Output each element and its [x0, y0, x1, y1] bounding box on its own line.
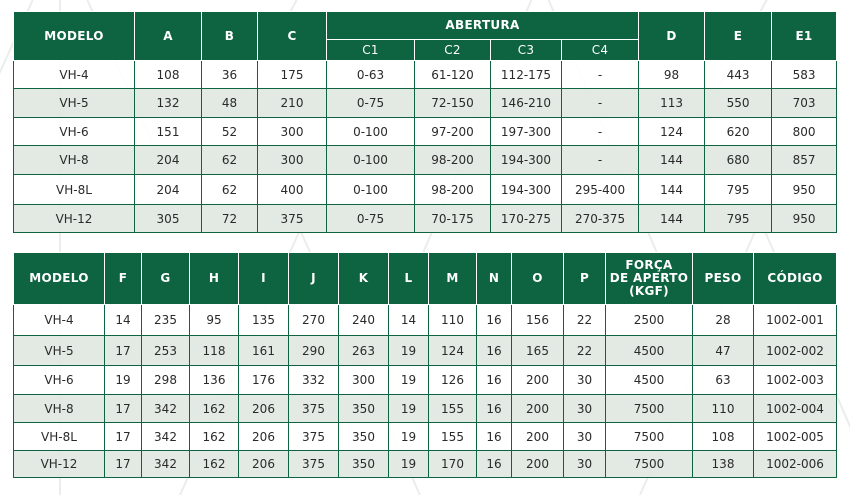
- value-cell: 47: [693, 336, 754, 366]
- value-cell: 400: [258, 175, 327, 205]
- value-cell: 443: [705, 61, 772, 89]
- table-row: [14, 89, 837, 118]
- value-cell: 298: [142, 366, 190, 395]
- model-cell: VH-4: [14, 305, 105, 336]
- dimensions-table-upper-body: [14, 61, 837, 233]
- model-cell: VH-6: [14, 366, 105, 395]
- header-c1: C1: [327, 40, 415, 61]
- value-cell: 22: [564, 336, 606, 366]
- value-cell: 62: [202, 175, 258, 205]
- value-cell: 144: [639, 175, 705, 205]
- value-cell: 97-200: [415, 118, 491, 146]
- value-cell: 342: [142, 451, 190, 478]
- value-cell: 144: [639, 146, 705, 175]
- value-cell: 1002-006: [754, 451, 837, 478]
- table-row: [14, 305, 837, 336]
- value-cell: 19: [389, 423, 429, 451]
- value-cell: 110: [429, 305, 477, 336]
- value-cell: 332: [289, 366, 339, 395]
- header-l: L: [389, 253, 429, 305]
- value-cell: 165: [512, 336, 564, 366]
- value-cell: 375: [289, 451, 339, 478]
- header-b: B: [202, 12, 258, 61]
- value-cell: 200: [512, 395, 564, 423]
- model-cell: VH-6: [14, 118, 135, 146]
- value-cell: 170: [429, 451, 477, 478]
- value-cell: -: [562, 89, 639, 118]
- model-cell: VH-12: [14, 451, 105, 478]
- value-cell: 342: [142, 423, 190, 451]
- value-cell: 98: [639, 61, 705, 89]
- value-cell: 36: [202, 61, 258, 89]
- value-cell: 19: [389, 336, 429, 366]
- value-cell: 342: [142, 395, 190, 423]
- table-row: [14, 366, 837, 395]
- value-cell: 16: [477, 395, 512, 423]
- value-cell: 703: [772, 89, 837, 118]
- value-cell: 151: [135, 118, 202, 146]
- value-cell: 132: [135, 89, 202, 118]
- value-cell: 7500: [606, 451, 693, 478]
- value-cell: 16: [477, 305, 512, 336]
- value-cell: 162: [190, 423, 239, 451]
- value-cell: 7500: [606, 395, 693, 423]
- value-cell: 253: [142, 336, 190, 366]
- value-cell: 950: [772, 205, 837, 233]
- header-h: H: [190, 253, 239, 305]
- value-cell: 14: [389, 305, 429, 336]
- value-cell: 144: [639, 205, 705, 233]
- value-cell: 204: [135, 175, 202, 205]
- value-cell: 126: [429, 366, 477, 395]
- value-cell: 155: [429, 423, 477, 451]
- header-c2: C2: [415, 40, 491, 61]
- value-cell: 375: [289, 395, 339, 423]
- value-cell: 62: [202, 146, 258, 175]
- value-cell: 162: [190, 395, 239, 423]
- model-cell: VH-5: [14, 89, 135, 118]
- header-e1: E1: [772, 12, 837, 61]
- value-cell: 52: [202, 118, 258, 146]
- value-cell: 2500: [606, 305, 693, 336]
- header-forca-line2: DE APERTO: [609, 271, 689, 285]
- value-cell: 30: [564, 395, 606, 423]
- value-cell: 206: [239, 451, 289, 478]
- value-cell: 194-300: [491, 175, 562, 205]
- header-o: O: [512, 253, 564, 305]
- value-cell: 583: [772, 61, 837, 89]
- header-abertura: ABERTURA: [327, 12, 639, 40]
- header-forca-line1: FORÇA: [625, 258, 673, 272]
- table-row: [14, 146, 837, 175]
- value-cell: 161: [239, 336, 289, 366]
- value-cell: 156: [512, 305, 564, 336]
- value-cell: 295-400: [562, 175, 639, 205]
- table-row: [14, 423, 837, 451]
- value-cell: 108: [693, 423, 754, 451]
- value-cell: 30: [564, 451, 606, 478]
- value-cell: 300: [258, 146, 327, 175]
- value-cell: 48: [202, 89, 258, 118]
- table-row: [14, 336, 837, 366]
- value-cell: 118: [190, 336, 239, 366]
- value-cell: 375: [258, 205, 327, 233]
- header-forca-de-aperto: [606, 253, 693, 305]
- model-cell: VH-5: [14, 336, 105, 366]
- value-cell: 98-200: [415, 146, 491, 175]
- value-cell: 1002-001: [754, 305, 837, 336]
- value-cell: 620: [705, 118, 772, 146]
- table-row: [14, 175, 837, 205]
- model-cell: VH-12: [14, 205, 135, 233]
- value-cell: 17: [105, 423, 142, 451]
- model-cell: VH-8L: [14, 175, 135, 205]
- value-cell: 194-300: [491, 146, 562, 175]
- value-cell: 200: [512, 366, 564, 395]
- table-row: [14, 395, 837, 423]
- model-cell: VH-8: [14, 395, 105, 423]
- value-cell: 98-200: [415, 175, 491, 205]
- value-cell: 175: [258, 61, 327, 89]
- value-cell: 1002-004: [754, 395, 837, 423]
- value-cell: 857: [772, 146, 837, 175]
- header-peso: PESO: [693, 253, 754, 305]
- header-c: C: [258, 12, 327, 61]
- value-cell: 350: [339, 395, 389, 423]
- value-cell: 113: [639, 89, 705, 118]
- value-cell: 0-63: [327, 61, 415, 89]
- value-cell: 19: [389, 395, 429, 423]
- value-cell: 795: [705, 175, 772, 205]
- header-d: D: [639, 12, 705, 61]
- value-cell: 17: [105, 395, 142, 423]
- header-m: M: [429, 253, 477, 305]
- header-f: F: [105, 253, 142, 305]
- value-cell: 7500: [606, 423, 693, 451]
- value-cell: 135: [239, 305, 289, 336]
- header-forca-line3: (KGF): [629, 284, 669, 298]
- header-k: K: [339, 253, 389, 305]
- dimensions-table-lower: [13, 252, 837, 478]
- value-cell: 1002-005: [754, 423, 837, 451]
- model-cell: VH-8L: [14, 423, 105, 451]
- value-cell: 0-100: [327, 146, 415, 175]
- dimensions-table-lower-body: [14, 305, 837, 478]
- value-cell: 124: [639, 118, 705, 146]
- header-a: A: [135, 12, 202, 61]
- value-cell: 22: [564, 305, 606, 336]
- header-n: N: [477, 253, 512, 305]
- value-cell: 19: [105, 366, 142, 395]
- value-cell: 146-210: [491, 89, 562, 118]
- value-cell: 300: [339, 366, 389, 395]
- header-e: E: [705, 12, 772, 61]
- value-cell: 138: [693, 451, 754, 478]
- header-modelo: MODELO: [14, 12, 135, 61]
- value-cell: 550: [705, 89, 772, 118]
- value-cell: 350: [339, 423, 389, 451]
- value-cell: 197-300: [491, 118, 562, 146]
- value-cell: 350: [339, 451, 389, 478]
- value-cell: 800: [772, 118, 837, 146]
- value-cell: 155: [429, 395, 477, 423]
- value-cell: 176: [239, 366, 289, 395]
- value-cell: 14: [105, 305, 142, 336]
- value-cell: 206: [239, 423, 289, 451]
- value-cell: 235: [142, 305, 190, 336]
- value-cell: 124: [429, 336, 477, 366]
- table-row: [14, 451, 837, 478]
- value-cell: 61-120: [415, 61, 491, 89]
- header-modelo: MODELO: [14, 253, 105, 305]
- model-cell: VH-8: [14, 146, 135, 175]
- value-cell: 0-75: [327, 89, 415, 118]
- value-cell: 795: [705, 205, 772, 233]
- value-cell: 0-100: [327, 118, 415, 146]
- value-cell: 28: [693, 305, 754, 336]
- value-cell: 72-150: [415, 89, 491, 118]
- value-cell: 63: [693, 366, 754, 395]
- value-cell: 162: [190, 451, 239, 478]
- value-cell: 16: [477, 423, 512, 451]
- value-cell: 112-175: [491, 61, 562, 89]
- value-cell: 30: [564, 423, 606, 451]
- value-cell: 206: [239, 395, 289, 423]
- value-cell: 305: [135, 205, 202, 233]
- header-p: P: [564, 253, 606, 305]
- value-cell: -: [562, 118, 639, 146]
- value-cell: 16: [477, 451, 512, 478]
- value-cell: 1002-003: [754, 366, 837, 395]
- value-cell: 1002-002: [754, 336, 837, 366]
- value-cell: 4500: [606, 366, 693, 395]
- value-cell: 0-75: [327, 205, 415, 233]
- value-cell: 950: [772, 175, 837, 205]
- header-c3: C3: [491, 40, 562, 61]
- value-cell: 19: [389, 366, 429, 395]
- value-cell: 0-100: [327, 175, 415, 205]
- value-cell: 270: [289, 305, 339, 336]
- value-cell: -: [562, 146, 639, 175]
- value-cell: 4500: [606, 336, 693, 366]
- dimensions-table-upper: [13, 11, 837, 233]
- value-cell: 108: [135, 61, 202, 89]
- value-cell: 204: [135, 146, 202, 175]
- value-cell: 19: [389, 451, 429, 478]
- table-row: [14, 61, 837, 89]
- value-cell: 95: [190, 305, 239, 336]
- value-cell: 210: [258, 89, 327, 118]
- value-cell: 70-175: [415, 205, 491, 233]
- value-cell: 300: [258, 118, 327, 146]
- value-cell: 270-375: [562, 205, 639, 233]
- value-cell: 136: [190, 366, 239, 395]
- value-cell: 16: [477, 366, 512, 395]
- header-c4: C4: [562, 40, 639, 61]
- header-j: J: [289, 253, 339, 305]
- model-cell: VH-4: [14, 61, 135, 89]
- table-row: [14, 205, 837, 233]
- value-cell: 200: [512, 451, 564, 478]
- value-cell: 200: [512, 423, 564, 451]
- value-cell: 16: [477, 336, 512, 366]
- header-codigo: CÓDIGO: [754, 253, 837, 305]
- header-i: I: [239, 253, 289, 305]
- value-cell: 290: [289, 336, 339, 366]
- value-cell: -: [562, 61, 639, 89]
- value-cell: 30: [564, 366, 606, 395]
- value-cell: 240: [339, 305, 389, 336]
- header-g: G: [142, 253, 190, 305]
- value-cell: 110: [693, 395, 754, 423]
- value-cell: 72: [202, 205, 258, 233]
- value-cell: 170-275: [491, 205, 562, 233]
- value-cell: 680: [705, 146, 772, 175]
- value-cell: 375: [289, 423, 339, 451]
- value-cell: 17: [105, 451, 142, 478]
- table-row: [14, 118, 837, 146]
- value-cell: 17: [105, 336, 142, 366]
- value-cell: 263: [339, 336, 389, 366]
